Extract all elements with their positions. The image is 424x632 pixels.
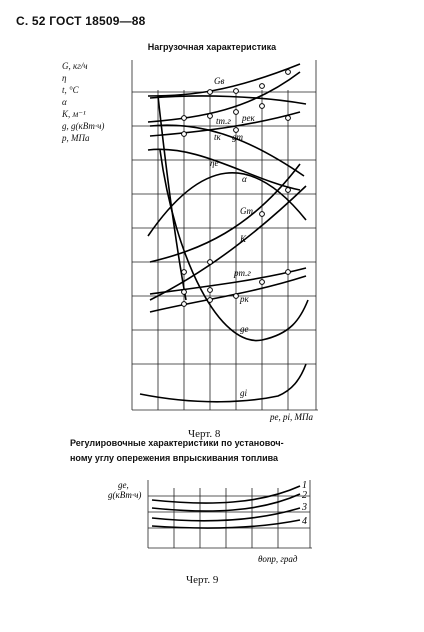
label-eta-e: ηe <box>210 158 219 168</box>
label-alpha: α <box>242 174 247 184</box>
curve-number-2: 2 <box>302 490 307 501</box>
y-label-g-specific: g, g(кВт·ч) <box>62 121 105 131</box>
figure-9-y-axis-label-line-1: ge, <box>118 480 129 490</box>
y-label-t: t, °C <box>62 85 79 95</box>
label-k: K <box>240 234 247 244</box>
y-label-g: G, кг/ч <box>62 61 88 71</box>
y-label-k: K, м⁻¹ <box>62 109 86 119</box>
label-ge: ge <box>240 324 249 334</box>
y-label-alpha: α <box>62 97 67 107</box>
curve-number-3: 3 <box>302 502 307 513</box>
figure-9-caption: Черт. 9 <box>186 574 219 586</box>
figure-8-x-axis-label: pe, pi, МПа <box>270 412 313 422</box>
label-gv: Gв <box>214 76 225 86</box>
figure-9-x-axis-label: θопр, град <box>258 554 298 564</box>
label-gi: gi <box>240 388 248 398</box>
label-gt: gт <box>232 132 243 142</box>
figure-9-title-line-2: ному углу опережения впрыскивания топлива <box>70 453 279 463</box>
curve-number-4: 4 <box>302 516 307 527</box>
label-tk: tк <box>214 132 221 142</box>
label-gt2: Gт <box>240 206 253 216</box>
y-label-eta: η <box>62 73 67 83</box>
y-label-p: p, МПа <box>62 133 90 143</box>
figure-8-title: Нагрузочная характеристика <box>147 42 277 52</box>
label-pk: pк <box>240 294 249 304</box>
page-header: С. 52 ГОСТ 18509—88 <box>16 14 146 28</box>
figure-8-caption: Черт. 8 <box>188 428 221 440</box>
figure-9-title-line-1: Регулировочные характеристики по установоч- <box>70 438 284 448</box>
label-ttg: tт.г <box>216 116 231 126</box>
figure-9-curve-numbers <box>301 480 307 527</box>
label-ptg: pт.г <box>234 268 251 278</box>
figure-9-y-axis-label-line-2: g(кВт·ч) <box>108 490 142 500</box>
curve-number-1: 1 <box>302 480 307 491</box>
label-pek: pек <box>242 113 255 123</box>
